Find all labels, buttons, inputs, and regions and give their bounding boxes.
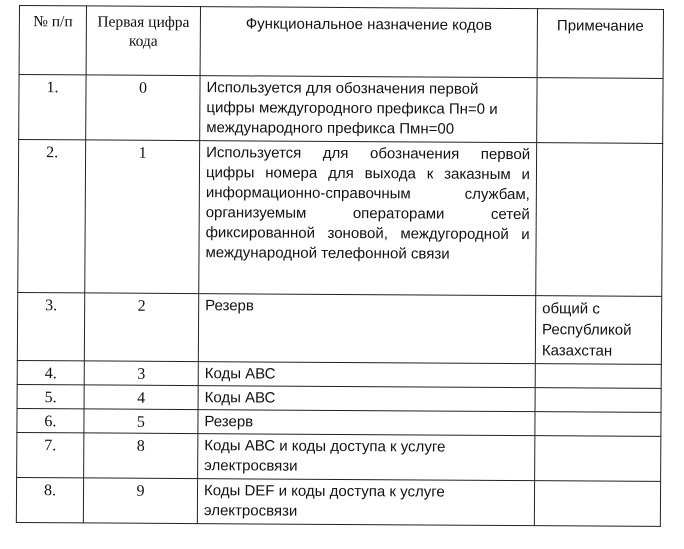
row-num: 3. (17, 292, 84, 360)
header-first-digit: Первая цифра кода (86, 6, 200, 76)
row-digit: 2 (84, 293, 198, 362)
table-row (17, 292, 661, 364)
row-function: Резерв (198, 410, 535, 436)
row-function: Коды АВС и коды доступа к услуге электросвязи (198, 434, 535, 481)
table-row (16, 477, 660, 526)
table-header-row (19, 6, 663, 79)
row-num: 4. (17, 360, 84, 384)
row-function: Коды DEF и коды доступа к услуге электросвязи (197, 479, 534, 526)
row-num: 2. (18, 140, 86, 293)
row-num: 7. (17, 432, 84, 477)
row-num: 6. (17, 408, 84, 432)
row-note (535, 388, 661, 413)
row-digit: 3 (84, 361, 198, 386)
row-note (537, 78, 663, 144)
row-note (535, 364, 661, 389)
row-function: Коды АВС (198, 386, 535, 412)
codes-table (16, 5, 664, 527)
header-note: Примечание (537, 9, 663, 79)
table-row (18, 140, 663, 297)
row-function: Резерв (198, 294, 535, 364)
row-function: Используется для обозначения первой цифры междугородного префикса Пн=0 и международного префикса Пмн=00 (200, 76, 537, 143)
row-digit: 9 (83, 478, 197, 524)
row-note (534, 481, 660, 527)
row-num: 1. (19, 75, 86, 140)
row-note (535, 436, 661, 482)
table-row (17, 432, 661, 481)
row-num: 5. (17, 384, 84, 408)
row-digit: 8 (84, 433, 198, 479)
row-digit: 4 (84, 385, 198, 410)
row-digit: 5 (84, 409, 198, 434)
row-note (536, 143, 663, 297)
header-function: Функциональное назначение кодов (200, 7, 537, 78)
row-function: Используется для обозначения первой цифры номера для выхода к заказным и информационно-справочным службам, организуемым операторами сетей фиксированной зоновой, междугородной и международной телефонной связи (199, 141, 537, 296)
row-num: 8. (16, 477, 83, 522)
row-function: Коды АВС (198, 362, 535, 388)
table-row (19, 75, 663, 144)
row-note (535, 412, 661, 437)
header-num: № п/п (19, 6, 86, 75)
row-digit: 1 (85, 140, 200, 294)
row-digit: 0 (86, 75, 200, 141)
row-note: общий с Республикой Казахстан (535, 296, 661, 365)
